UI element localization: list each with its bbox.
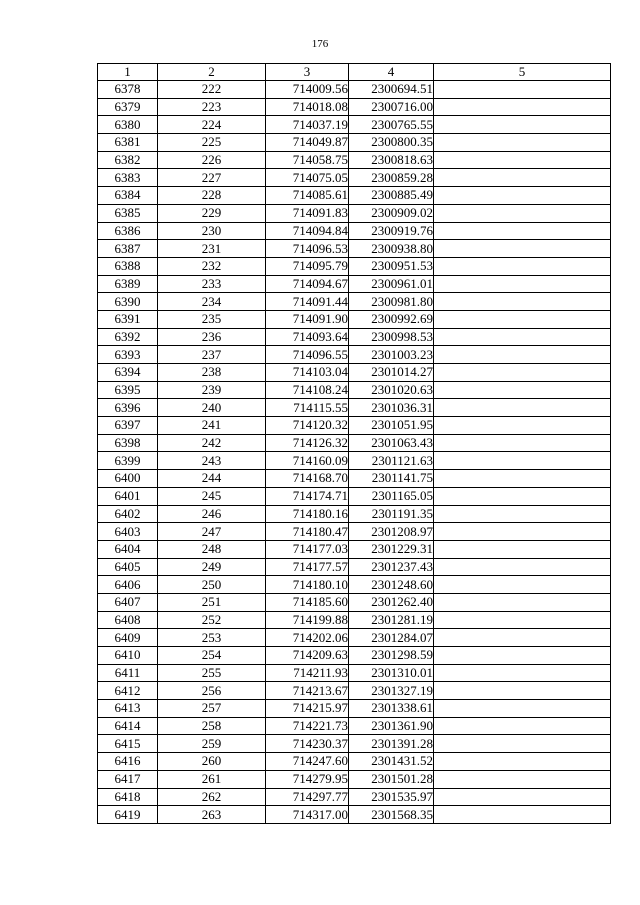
x-coordinate-cell: 714180.10: [266, 576, 349, 594]
table-row: [98, 700, 611, 718]
note-cell: [434, 558, 611, 576]
column-header: 3: [266, 64, 349, 81]
point-number-cell: 6415: [98, 735, 158, 753]
table-row: [98, 169, 611, 187]
point-number-cell: 6395: [98, 381, 158, 399]
note-cell: [434, 116, 611, 134]
y-coordinate-cell: 2300765.55: [349, 116, 434, 134]
x-coordinate-cell: 714095.79: [266, 257, 349, 275]
table-row: [98, 540, 611, 558]
table-row: [98, 222, 611, 240]
y-coordinate-cell: 2301535.97: [349, 788, 434, 806]
x-coordinate-cell: 714037.19: [266, 116, 349, 134]
x-coordinate-cell: 714297.77: [266, 788, 349, 806]
note-cell: [434, 257, 611, 275]
point-number-cell: 6378: [98, 81, 158, 99]
x-coordinate-cell: 714096.53: [266, 240, 349, 258]
note-cell: [434, 487, 611, 505]
point-number-cell: 6379: [98, 98, 158, 116]
point-number-cell: 6411: [98, 664, 158, 682]
table-row: [98, 346, 611, 364]
vertex-number-cell: 244: [158, 470, 266, 488]
y-coordinate-cell: 2301141.75: [349, 470, 434, 488]
page-number: 176: [311, 38, 329, 50]
y-coordinate-cell: 2300961.01: [349, 275, 434, 293]
y-coordinate-cell: 2301327.19: [349, 682, 434, 700]
table-row: [98, 310, 611, 328]
x-coordinate-cell: 714091.44: [266, 293, 349, 311]
y-coordinate-cell: 2300951.53: [349, 257, 434, 275]
table-row: [98, 558, 611, 576]
x-coordinate-cell: 714018.08: [266, 98, 349, 116]
vertex-number-cell: 257: [158, 700, 266, 718]
note-cell: [434, 328, 611, 346]
x-coordinate-cell: 714108.24: [266, 381, 349, 399]
table-body: [98, 81, 611, 824]
vertex-number-cell: 231: [158, 240, 266, 258]
y-coordinate-cell: 2301262.40: [349, 593, 434, 611]
vertex-number-cell: 258: [158, 717, 266, 735]
vertex-number-cell: 242: [158, 434, 266, 452]
x-coordinate-cell: 714199.88: [266, 611, 349, 629]
note-cell: [434, 540, 611, 558]
x-coordinate-cell: 714317.00: [266, 806, 349, 824]
point-number-cell: 6409: [98, 629, 158, 647]
point-number-cell: 6400: [98, 470, 158, 488]
point-number-cell: 6381: [98, 134, 158, 152]
x-coordinate-cell: 714085.61: [266, 187, 349, 205]
table-row: [98, 399, 611, 417]
point-number-cell: 6394: [98, 364, 158, 382]
vertex-number-cell: 245: [158, 487, 266, 505]
y-coordinate-cell: 2301284.07: [349, 629, 434, 647]
note-cell: [434, 788, 611, 806]
table-header-row: [98, 64, 611, 81]
point-number-cell: 6407: [98, 593, 158, 611]
y-coordinate-cell: 2301501.28: [349, 770, 434, 788]
x-coordinate-cell: 714058.75: [266, 151, 349, 169]
table-row: [98, 187, 611, 205]
y-coordinate-cell: 2301568.35: [349, 806, 434, 824]
note-cell: [434, 770, 611, 788]
vertex-number-cell: 239: [158, 381, 266, 399]
x-coordinate-cell: 714103.04: [266, 364, 349, 382]
point-number-cell: 6393: [98, 346, 158, 364]
x-coordinate-cell: 714126.32: [266, 434, 349, 452]
y-coordinate-cell: 2301310.01: [349, 664, 434, 682]
note-cell: [434, 664, 611, 682]
point-number-cell: 6384: [98, 187, 158, 205]
y-coordinate-cell: 2300859.28: [349, 169, 434, 187]
vertex-number-cell: 250: [158, 576, 266, 594]
note-cell: [434, 151, 611, 169]
note-cell: [434, 417, 611, 435]
y-coordinate-cell: 2301237.43: [349, 558, 434, 576]
note-cell: [434, 293, 611, 311]
y-coordinate-cell: 2301063.43: [349, 434, 434, 452]
point-number-cell: 6418: [98, 788, 158, 806]
point-number-cell: 6398: [98, 434, 158, 452]
point-number-cell: 6408: [98, 611, 158, 629]
vertex-number-cell: 241: [158, 417, 266, 435]
vertex-number-cell: 261: [158, 770, 266, 788]
note-cell: [434, 576, 611, 594]
vertex-number-cell: 226: [158, 151, 266, 169]
table-row: [98, 417, 611, 435]
column-header: 1: [98, 64, 158, 81]
table-row: [98, 788, 611, 806]
x-coordinate-cell: 714120.32: [266, 417, 349, 435]
column-header: 5: [434, 64, 611, 81]
table-row: [98, 717, 611, 735]
vertex-number-cell: 254: [158, 647, 266, 665]
x-coordinate-cell: 714091.90: [266, 310, 349, 328]
x-coordinate-cell: 714091.83: [266, 204, 349, 222]
note-cell: [434, 275, 611, 293]
x-coordinate-cell: 714221.73: [266, 717, 349, 735]
point-number-cell: 6404: [98, 540, 158, 558]
table-row: [98, 257, 611, 275]
column-header: 2: [158, 64, 266, 81]
point-number-cell: 6397: [98, 417, 158, 435]
point-number-cell: 6391: [98, 310, 158, 328]
note-cell: [434, 717, 611, 735]
vertex-number-cell: 246: [158, 505, 266, 523]
vertex-number-cell: 227: [158, 169, 266, 187]
x-coordinate-cell: 714180.16: [266, 505, 349, 523]
y-coordinate-cell: 2301338.61: [349, 700, 434, 718]
point-number-cell: 6405: [98, 558, 158, 576]
table-row: [98, 81, 611, 99]
x-coordinate-cell: 714094.84: [266, 222, 349, 240]
y-coordinate-cell: 2300885.49: [349, 187, 434, 205]
note-cell: [434, 700, 611, 718]
y-coordinate-cell: 2301298.59: [349, 647, 434, 665]
y-coordinate-cell: 2301003.23: [349, 346, 434, 364]
y-coordinate-cell: 2300998.53: [349, 328, 434, 346]
vertex-number-cell: 229: [158, 204, 266, 222]
x-coordinate-cell: 714093.64: [266, 328, 349, 346]
x-coordinate-cell: 714094.67: [266, 275, 349, 293]
note-cell: [434, 204, 611, 222]
vertex-number-cell: 259: [158, 735, 266, 753]
y-coordinate-cell: 2301391.28: [349, 735, 434, 753]
y-coordinate-cell: 2300909.02: [349, 204, 434, 222]
note-cell: [434, 629, 611, 647]
table-row: [98, 151, 611, 169]
table-row: [98, 134, 611, 152]
table-row: [98, 275, 611, 293]
vertex-number-cell: 255: [158, 664, 266, 682]
x-coordinate-cell: 714215.97: [266, 700, 349, 718]
coordinates-table: [97, 63, 611, 824]
vertex-number-cell: 230: [158, 222, 266, 240]
x-coordinate-cell: 714177.57: [266, 558, 349, 576]
vertex-number-cell: 223: [158, 98, 266, 116]
point-number-cell: 6385: [98, 204, 158, 222]
x-coordinate-cell: 714096.55: [266, 346, 349, 364]
vertex-number-cell: 243: [158, 452, 266, 470]
point-number-cell: 6401: [98, 487, 158, 505]
table-row: [98, 611, 611, 629]
note-cell: [434, 98, 611, 116]
y-coordinate-cell: 2300992.69: [349, 310, 434, 328]
y-coordinate-cell: 2301014.27: [349, 364, 434, 382]
point-number-cell: 6380: [98, 116, 158, 134]
note-cell: [434, 505, 611, 523]
y-coordinate-cell: 2301165.05: [349, 487, 434, 505]
y-coordinate-cell: 2300818.63: [349, 151, 434, 169]
vertex-number-cell: 260: [158, 753, 266, 771]
table-row: [98, 328, 611, 346]
note-cell: [434, 187, 611, 205]
point-number-cell: 6410: [98, 647, 158, 665]
vertex-number-cell: 233: [158, 275, 266, 293]
y-coordinate-cell: 2301036.31: [349, 399, 434, 417]
x-coordinate-cell: 714115.55: [266, 399, 349, 417]
point-number-cell: 6416: [98, 753, 158, 771]
note-cell: [434, 735, 611, 753]
y-coordinate-cell: 2301431.52: [349, 753, 434, 771]
vertex-number-cell: 240: [158, 399, 266, 417]
note-cell: [434, 523, 611, 541]
y-coordinate-cell: 2301281.19: [349, 611, 434, 629]
x-coordinate-cell: 714174.71: [266, 487, 349, 505]
x-coordinate-cell: 714213.67: [266, 682, 349, 700]
vertex-number-cell: 232: [158, 257, 266, 275]
vertex-number-cell: 234: [158, 293, 266, 311]
note-cell: [434, 310, 611, 328]
vertex-number-cell: 249: [158, 558, 266, 576]
vertex-number-cell: 222: [158, 81, 266, 99]
table-row: [98, 593, 611, 611]
table-row: [98, 523, 611, 541]
x-coordinate-cell: 714211.93: [266, 664, 349, 682]
table-row: [98, 682, 611, 700]
point-number-cell: 6417: [98, 770, 158, 788]
point-number-cell: 6382: [98, 151, 158, 169]
y-coordinate-cell: 2301361.90: [349, 717, 434, 735]
x-coordinate-cell: 714209.63: [266, 647, 349, 665]
point-number-cell: 6389: [98, 275, 158, 293]
table-row: [98, 364, 611, 382]
note-cell: [434, 470, 611, 488]
vertex-number-cell: 256: [158, 682, 266, 700]
y-coordinate-cell: 2301121.63: [349, 452, 434, 470]
point-number-cell: 6402: [98, 505, 158, 523]
x-coordinate-cell: 714202.06: [266, 629, 349, 647]
table-row: [98, 770, 611, 788]
x-coordinate-cell: 714185.60: [266, 593, 349, 611]
x-coordinate-cell: 714230.37: [266, 735, 349, 753]
note-cell: [434, 240, 611, 258]
x-coordinate-cell: 714279.95: [266, 770, 349, 788]
x-coordinate-cell: 714180.47: [266, 523, 349, 541]
table-row: [98, 806, 611, 824]
point-number-cell: 6392: [98, 328, 158, 346]
table-row: [98, 98, 611, 116]
note-cell: [434, 452, 611, 470]
table-row: [98, 629, 611, 647]
y-coordinate-cell: 2300800.35: [349, 134, 434, 152]
y-coordinate-cell: 2301191.35: [349, 505, 434, 523]
x-coordinate-cell: 714177.03: [266, 540, 349, 558]
note-cell: [434, 647, 611, 665]
table-row: [98, 470, 611, 488]
point-number-cell: 6387: [98, 240, 158, 258]
table-row: [98, 487, 611, 505]
table-row: [98, 293, 611, 311]
note-cell: [434, 81, 611, 99]
vertex-number-cell: 252: [158, 611, 266, 629]
y-coordinate-cell: 2301208.97: [349, 523, 434, 541]
point-number-cell: 6419: [98, 806, 158, 824]
note-cell: [434, 753, 611, 771]
point-number-cell: 6406: [98, 576, 158, 594]
table-row: [98, 381, 611, 399]
table-row: [98, 647, 611, 665]
vertex-number-cell: 235: [158, 310, 266, 328]
note-cell: [434, 682, 611, 700]
point-number-cell: 6403: [98, 523, 158, 541]
note-cell: [434, 134, 611, 152]
table-row: [98, 452, 611, 470]
y-coordinate-cell: 2300981.80: [349, 293, 434, 311]
vertex-number-cell: 224: [158, 116, 266, 134]
table-row: [98, 576, 611, 594]
point-number-cell: 6390: [98, 293, 158, 311]
vertex-number-cell: 248: [158, 540, 266, 558]
column-header: 4: [349, 64, 434, 81]
note-cell: [434, 806, 611, 824]
vertex-number-cell: 262: [158, 788, 266, 806]
vertex-number-cell: 263: [158, 806, 266, 824]
vertex-number-cell: 251: [158, 593, 266, 611]
table-row: [98, 753, 611, 771]
point-number-cell: 6383: [98, 169, 158, 187]
y-coordinate-cell: 2301248.60: [349, 576, 434, 594]
y-coordinate-cell: 2300716.00: [349, 98, 434, 116]
vertex-number-cell: 236: [158, 328, 266, 346]
vertex-number-cell: 247: [158, 523, 266, 541]
note-cell: [434, 593, 611, 611]
vertex-number-cell: 238: [158, 364, 266, 382]
point-number-cell: 6396: [98, 399, 158, 417]
table-row: [98, 434, 611, 452]
note-cell: [434, 611, 611, 629]
note-cell: [434, 346, 611, 364]
point-number-cell: 6413: [98, 700, 158, 718]
y-coordinate-cell: 2301051.95: [349, 417, 434, 435]
table-row: [98, 664, 611, 682]
point-number-cell: 6399: [98, 452, 158, 470]
table-row: [98, 505, 611, 523]
note-cell: [434, 364, 611, 382]
x-coordinate-cell: 714049.87: [266, 134, 349, 152]
point-number-cell: 6386: [98, 222, 158, 240]
y-coordinate-cell: 2300938.80: [349, 240, 434, 258]
vertex-number-cell: 253: [158, 629, 266, 647]
note-cell: [434, 399, 611, 417]
vertex-number-cell: 228: [158, 187, 266, 205]
note-cell: [434, 222, 611, 240]
x-coordinate-cell: 714247.60: [266, 753, 349, 771]
point-number-cell: 6414: [98, 717, 158, 735]
point-number-cell: 6388: [98, 257, 158, 275]
point-number-cell: 6412: [98, 682, 158, 700]
vertex-number-cell: 237: [158, 346, 266, 364]
table-row: [98, 204, 611, 222]
x-coordinate-cell: 714075.05: [266, 169, 349, 187]
y-coordinate-cell: 2300919.76: [349, 222, 434, 240]
x-coordinate-cell: 714160.09: [266, 452, 349, 470]
note-cell: [434, 169, 611, 187]
y-coordinate-cell: 2301229.31: [349, 540, 434, 558]
note-cell: [434, 381, 611, 399]
table-row: [98, 240, 611, 258]
vertex-number-cell: 225: [158, 134, 266, 152]
x-coordinate-cell: 714009.56: [266, 81, 349, 99]
y-coordinate-cell: 2301020.63: [349, 381, 434, 399]
y-coordinate-cell: 2300694.51: [349, 81, 434, 99]
table-row: [98, 116, 611, 134]
table-row: [98, 735, 611, 753]
x-coordinate-cell: 714168.70: [266, 470, 349, 488]
note-cell: [434, 434, 611, 452]
